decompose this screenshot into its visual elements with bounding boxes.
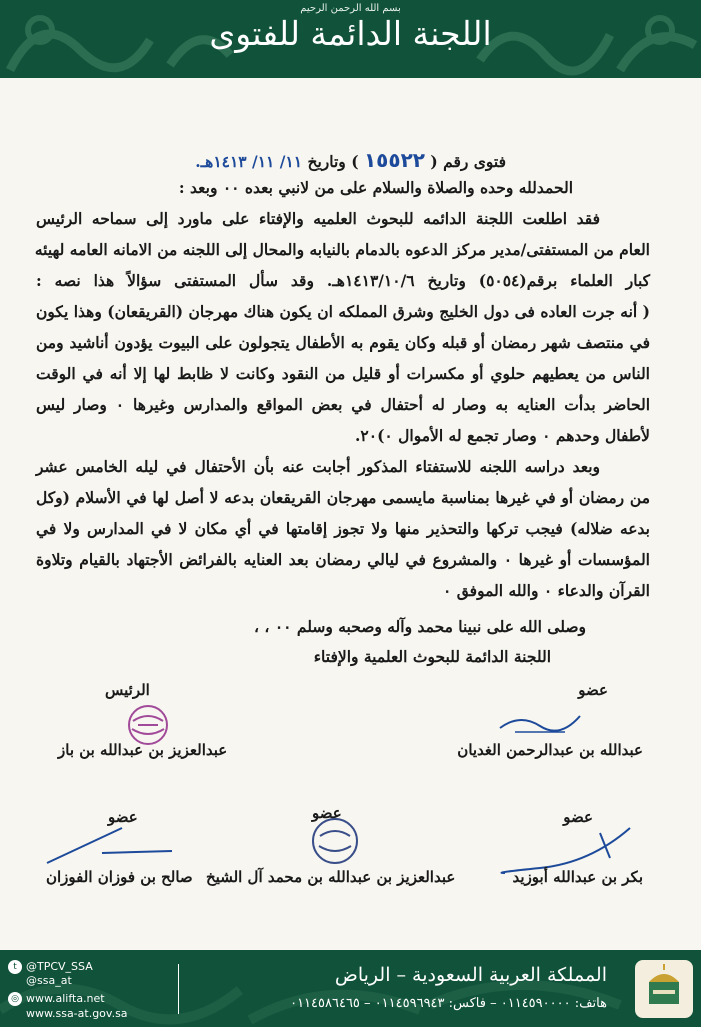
member-4-name: بكر بن عبدالله أبوزيد (512, 868, 643, 886)
fax-label: فاكس: (448, 996, 486, 1011)
role-member-4: عضو (563, 808, 593, 826)
contact-numbers: هاتف: ٠١١٤٥٩٠٠٠٠ – فاكس: ٠١١٤٥٩٦٩٤٣ – ٠١١٤٥٨٦٤٦٥ (290, 996, 607, 1011)
bismillah: بسم الله الرحمن الرحيم (300, 3, 401, 14)
fatwa-number: ١٥٥٢٢ (363, 148, 425, 172)
fatwa-document (0, 78, 701, 950)
member-2-signature (42, 823, 182, 868)
letterhead-header (0, 0, 701, 78)
opening-line: الحمدلله وحده والصلاة والسلام على من لانبي بعده ٠٠ وبعد : (178, 178, 573, 197)
body-line-11: بدعه ضلاله) فيجب تركها والتحذير منها ولا تجوز إقامتها في أي مكان لا في المدارس ولا في (36, 519, 650, 538)
member-3-stamp (302, 816, 368, 866)
phone-number: ٠١١٤٥٩٠٠٠٠ (500, 996, 571, 1011)
footer-divider (178, 964, 179, 1014)
body-line-7: الحاضر بدأت العنايه به وصار له أحتفال في بعض المواقع والمدارس وغيرها ٠ وصار ليس (36, 395, 650, 414)
member-2-name: صالح بن فوزان الفوزان (46, 868, 193, 886)
body-line-2: العام من المستفتى/مدير مركز الدعوه بالدمام بالنيابه والمحال إلى اللجنه من الامانه العامه لهيئه (34, 240, 650, 259)
fatwa-date: ١١/ ١١/ ١٤١٣هـ. (195, 152, 303, 171)
body-line-3: كبار العلماء برقم(٥٠٥٤) وتاريخ ١٤١٣/١٠/٦هـ. وقد سأل المستفتى سؤالاً هذا نصه : (36, 271, 650, 290)
twitter-handle-1[interactable]: t @TPCV_SSA (8, 960, 93, 974)
role-member-3: عضو (312, 804, 342, 822)
president-name: عبدالعزيز بن عبدالله بن باز (58, 741, 228, 759)
body-line-6: الناس من يعطيهم حلوي أو مكسرات أو قليل من النقود وكانت لا ظابط لها إلا أنه في الوقت (36, 364, 650, 383)
body-line-13: القرآن والدعاء ٠ والله الموفق ٠ (443, 581, 650, 600)
extra-phone-number: ٠١١٤٥٨٦٤٦٥ (290, 996, 360, 1011)
role-member-2: عضو (108, 808, 138, 826)
role-member-1: عضو (578, 681, 608, 699)
page-title: اللجنة الدائمة للفتوى (209, 14, 492, 53)
emblem-icon (635, 960, 693, 1018)
body-line-4: ( أنه جرت العاده فى دول الخليج وشرق المملكه ان يكون هناك مهرجان (القريقعان) وهذا يكون (36, 302, 650, 321)
globe-icon: ◎ (8, 992, 22, 1006)
twitter-icon: t (8, 960, 22, 974)
body-line-12: المؤسسات أو غيرها ٠ والمشروع في ليالي رمضان بعد العنايه بالفرائض الأجتهاد بالقيام وتلاوة (36, 550, 650, 569)
fatwa-header-line: فتوى رقم ( ١٥٥٢٢ ) وتاريخ ١١/ ١١/ ١٤١٣هـ. (195, 148, 506, 172)
website-link-1[interactable]: ◎ www.alifta.net (8, 992, 105, 1006)
body-line-10: من رمضان أو في غيرها بمناسبة مايسمى مهرجان القريقعان بدعه لا أصل لها في الأسلام (وكل (36, 488, 650, 507)
country-city: المملكة العربية السعودية – الرياض (334, 964, 607, 986)
member-1-name: عبدالله بن عبدالرحمن الغديان (457, 741, 643, 759)
phone-label: هاتف: (574, 996, 607, 1011)
body-line-5: في منتصف شهر رمضان أو قبله وكان يقوم به الأطفال يتجولون على البيوت يؤدون أناشيد ومن (36, 333, 650, 352)
member-1-signature (495, 708, 585, 738)
website-link-2[interactable]: www.ssa-at.gov.sa (26, 1007, 128, 1020)
logo (635, 960, 693, 1018)
role-president: الرئيس (105, 681, 150, 699)
twitter-handle-2[interactable]: @ssa_at (26, 974, 72, 987)
fatwa-number-label: فتوى رقم (443, 152, 506, 171)
member-3-name: عبدالعزيز بن عبدالله بن محمد آل الشيخ (206, 868, 456, 886)
fax-number: ٠١١٤٥٩٦٩٤٣ (374, 996, 445, 1011)
closing-line: وصلى الله على نبينا محمد وآله وصحبه وسلم ٠٠ ، ، (254, 617, 586, 636)
committee-name: اللجنة الدائمة للبحوث العلمية والإفتاء (313, 647, 551, 666)
body-line-8: لأطفال وحدهم ٠ وصار تجمع له الأموال ٠)٢٠. (355, 426, 650, 445)
body-line-9: وبعد دراسه اللجنه للاستفتاء المذكور أجابت عنه بأن الأحتفال في ليله الخامس عشر (36, 457, 600, 476)
letterhead-footer (0, 950, 701, 1027)
fatwa-date-label: وتاريخ (307, 152, 346, 171)
body-line-1: فقد اطلعت اللجنة الدائمه للبحوث العلميه والإفتاء على ماورد إلى سماحه الرئيس (36, 209, 600, 228)
